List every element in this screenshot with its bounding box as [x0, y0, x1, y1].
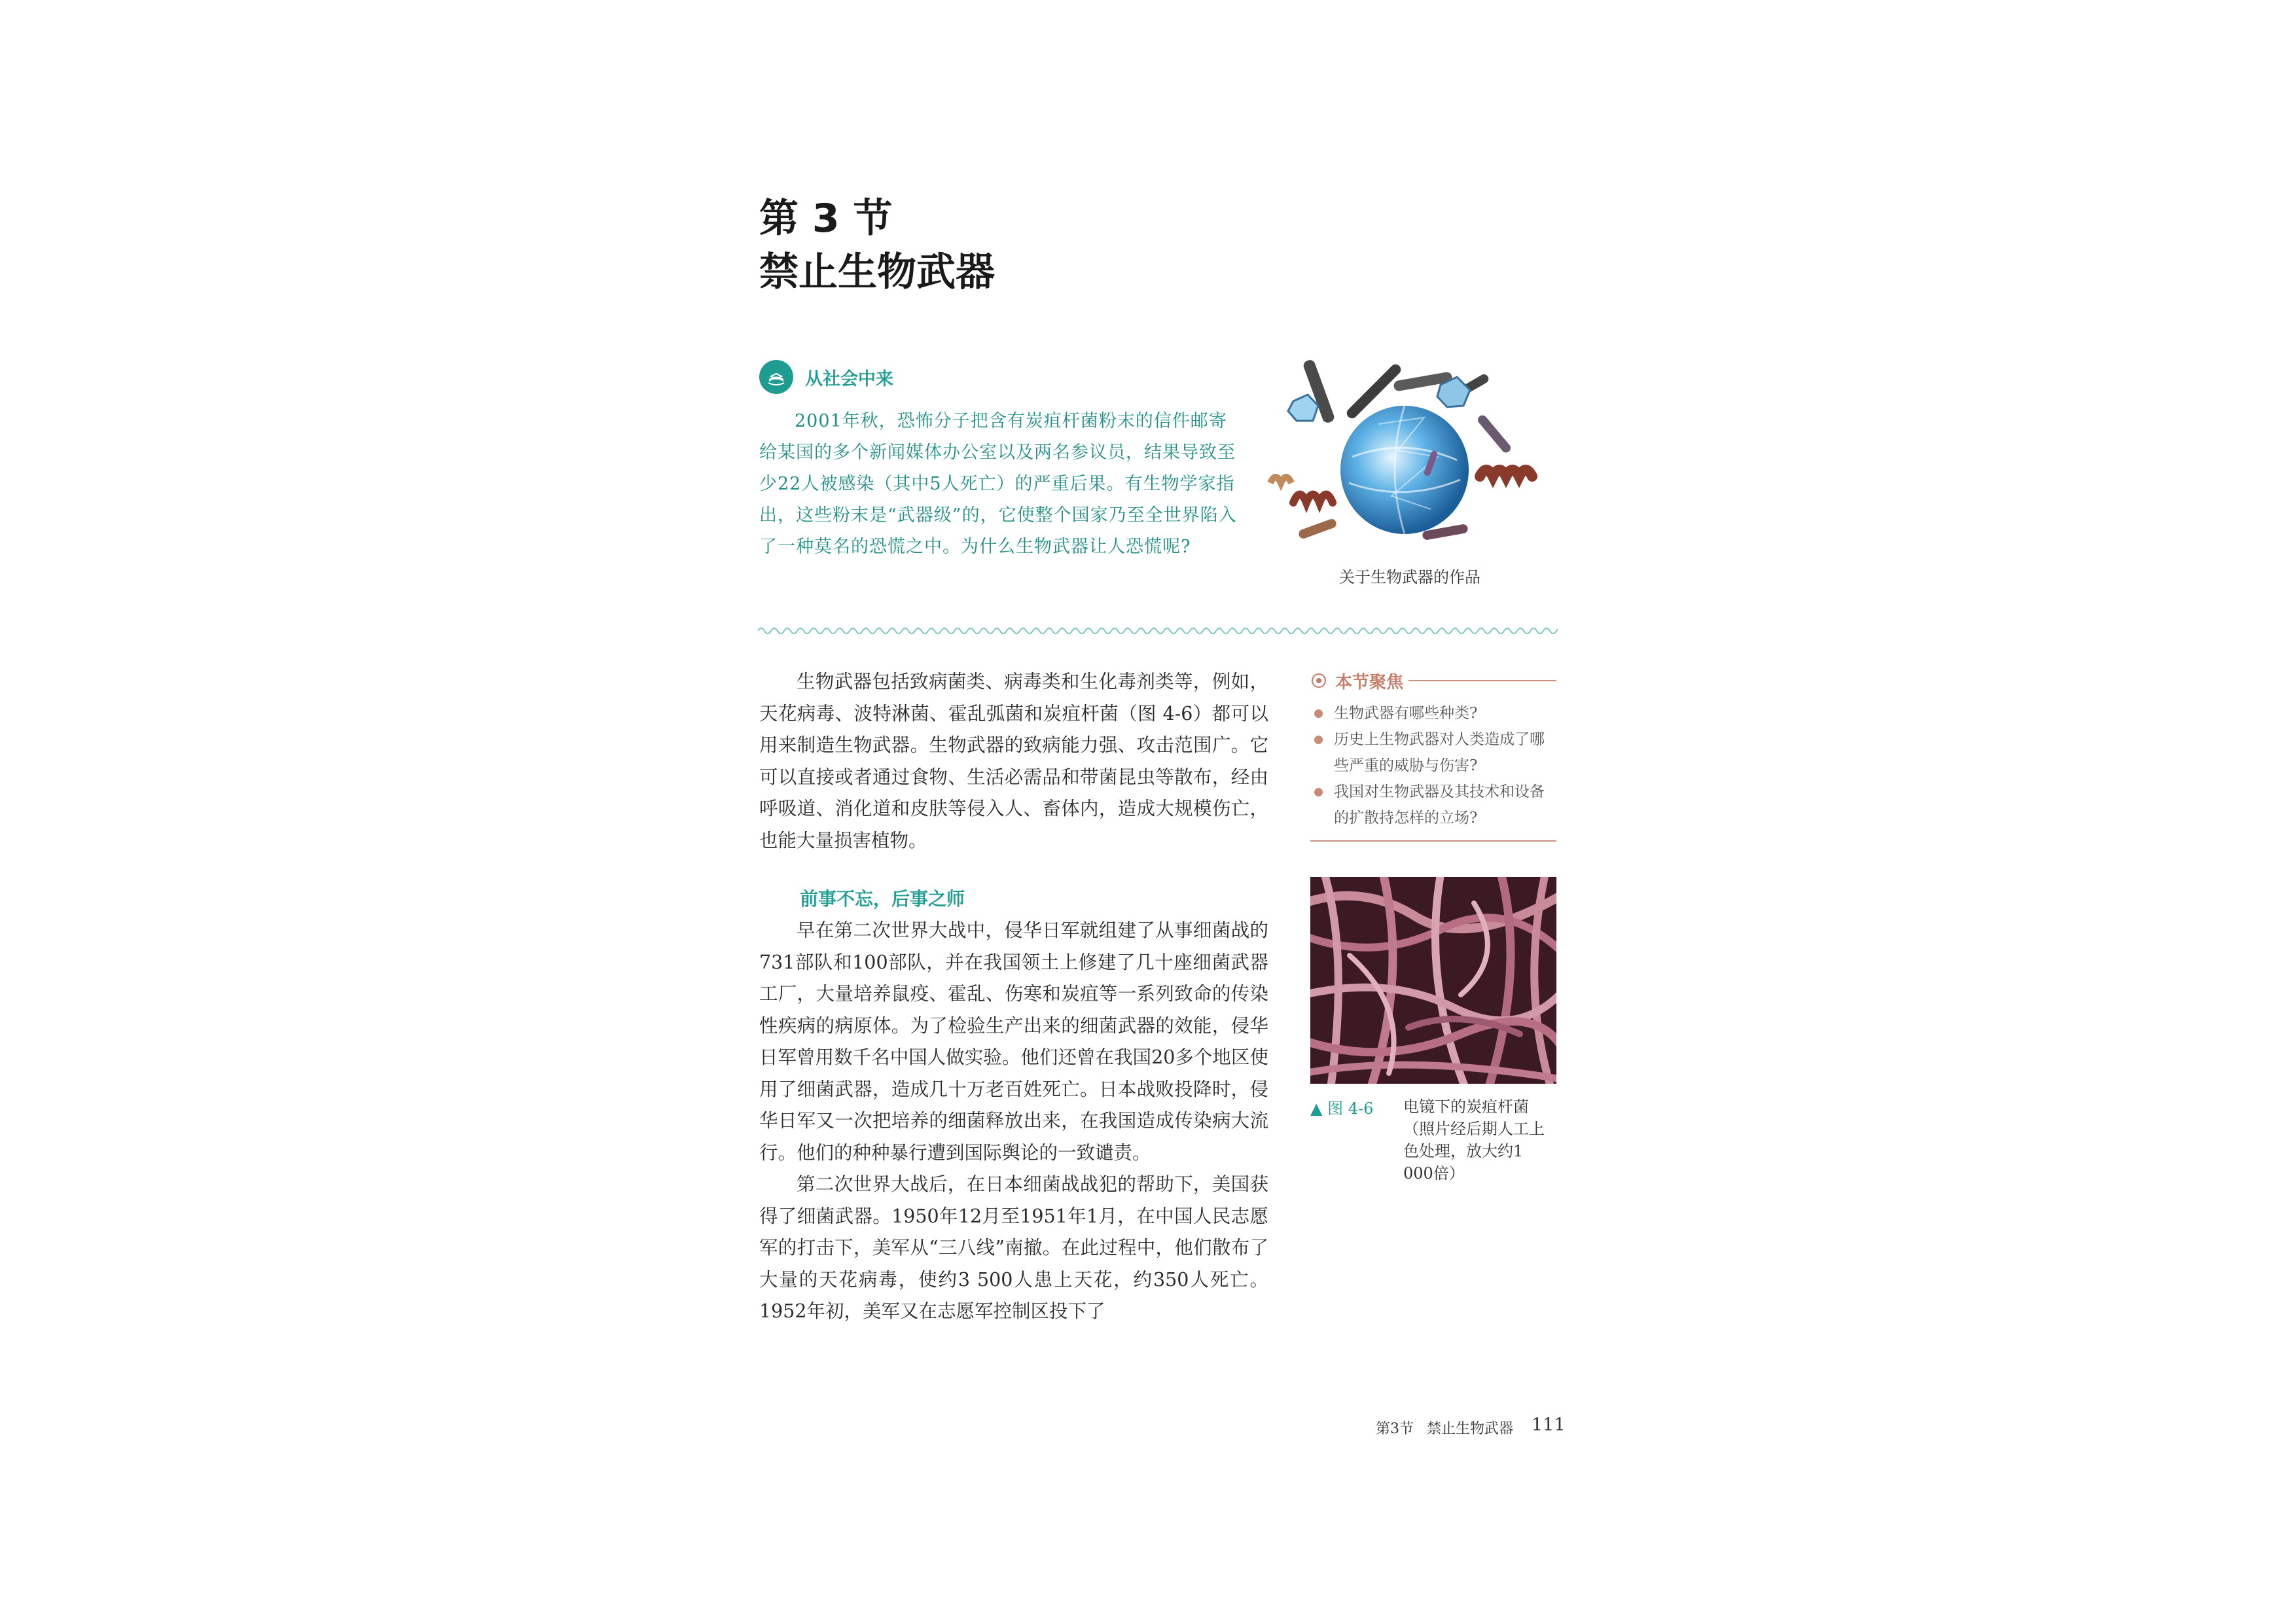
figure-caption: 电镜下的炭疽杆菌（照片经后期人工上色处理，放大约1 000倍） [1403, 1097, 1545, 1183]
figure-label: ▲ 图 4-6 [1310, 1099, 1374, 1118]
body-paragraphs-history [759, 915, 1268, 1328]
artwork-caption: 关于生物武器的作品 [1339, 568, 1480, 586]
footer-title: 禁止生物武器 [1427, 1421, 1514, 1437]
paragraph-postwar: 第二次世界大战后，在日本细菌战战犯的帮助下，美国获得了细菌武器。1950年12月至1951年1月，在中国人民志愿军的打击下，美军从“三八线”南撤。在此过程中，他们散布了大量的天花病毒，使约3 500人患上天花，约350人死亡。1952年初，美军又在志愿军控制区投下了 [759, 1173, 1268, 1322]
paragraph-types: 生物武器包括致病菌类、病毒类和生化毒剂类等，例如，天花病毒、波特淋菌、霍乱弧菌和炭疽杆菌（图 4-6）都可以用来制造生物武器。生物武器的致病能力强、攻击范围广。它可以直接或者通过食物、生活必需品和带菌昆虫等散布，经由呼吸道、消化道和皮肤等侵入人、畜体内，造成大规模伤亡，也能大量损害植物。 [759, 671, 1268, 851]
intro-label: 从社会中来 [805, 368, 893, 389]
focus-item: 生物武器有哪些种类? [1310, 700, 1556, 726]
book-hands-icon [759, 360, 793, 394]
paragraph-ww2: 早在第二次世界大战中，侵华日军就组建了从事细菌战的731部队和100部队，并在我国领土上修建了几十座细菌武器工厂，大量培养鼠疫、霍乱、伤寒和炭疽等一系列致命的传染性疾病的病原体。为了检验生产出来的细菌武器的效能，侵华日军曾用数千名中国人做实验。他们还曾在我国20多个地区使用了细菌武器，造成几十万老百姓死亡。日本战败投降时，侵华日军又一次把培养的细菌释放出来，在我国造成传染病大流行。他们的种种暴行遭到国际舆论的一致谴责。 [759, 919, 1268, 1164]
bullet-dot [1314, 736, 1323, 744]
page-number: 111 [1532, 1415, 1566, 1435]
section-title: 禁止生物武器 [759, 249, 995, 295]
focus-item: 我国对生物武器及其技术和设备的扩散持怎样的立场? [1310, 779, 1556, 831]
body-paragraph-1 [759, 666, 1268, 857]
footer-section: 第3节 [1376, 1421, 1414, 1437]
focus-header [1310, 668, 1556, 694]
bioweapon-artwork-image [1267, 346, 1552, 558]
focus-title: 本节聚焦 [1335, 672, 1404, 692]
anthrax-micrograph-image [1310, 877, 1556, 1084]
bullet-dot [1314, 709, 1323, 718]
focus-list [1310, 700, 1556, 831]
intro-text: 2001年秋，恐怖分子把含有炭疽杆菌粉末的信件邮寄给某国的多个新闻媒体办公室以及两名参议员，结果导致至少22人被感染（其中5人死亡）的严重后果。有生物学家指出，这些粉末是“武器级”的，它使整个国家乃至全世界陷入了一种莫名的恐慌之中。为什么生物武器让人恐慌呢? [759, 411, 1237, 557]
wavy-divider [758, 623, 1558, 639]
bullet-dot [1314, 788, 1323, 796]
intro-header [759, 359, 893, 395]
section-number: 第 3 节 [759, 196, 893, 241]
focus-bottom-rule [1310, 840, 1556, 842]
section-focus-box [1310, 668, 1556, 842]
subheading-history: 前事不忘，后事之师 [800, 888, 965, 910]
focus-divider [1408, 680, 1556, 681]
target-icon [1310, 672, 1327, 689]
focus-item: 历史上生物武器对人类造成了哪些严重的威胁与伤害? [1310, 726, 1556, 779]
